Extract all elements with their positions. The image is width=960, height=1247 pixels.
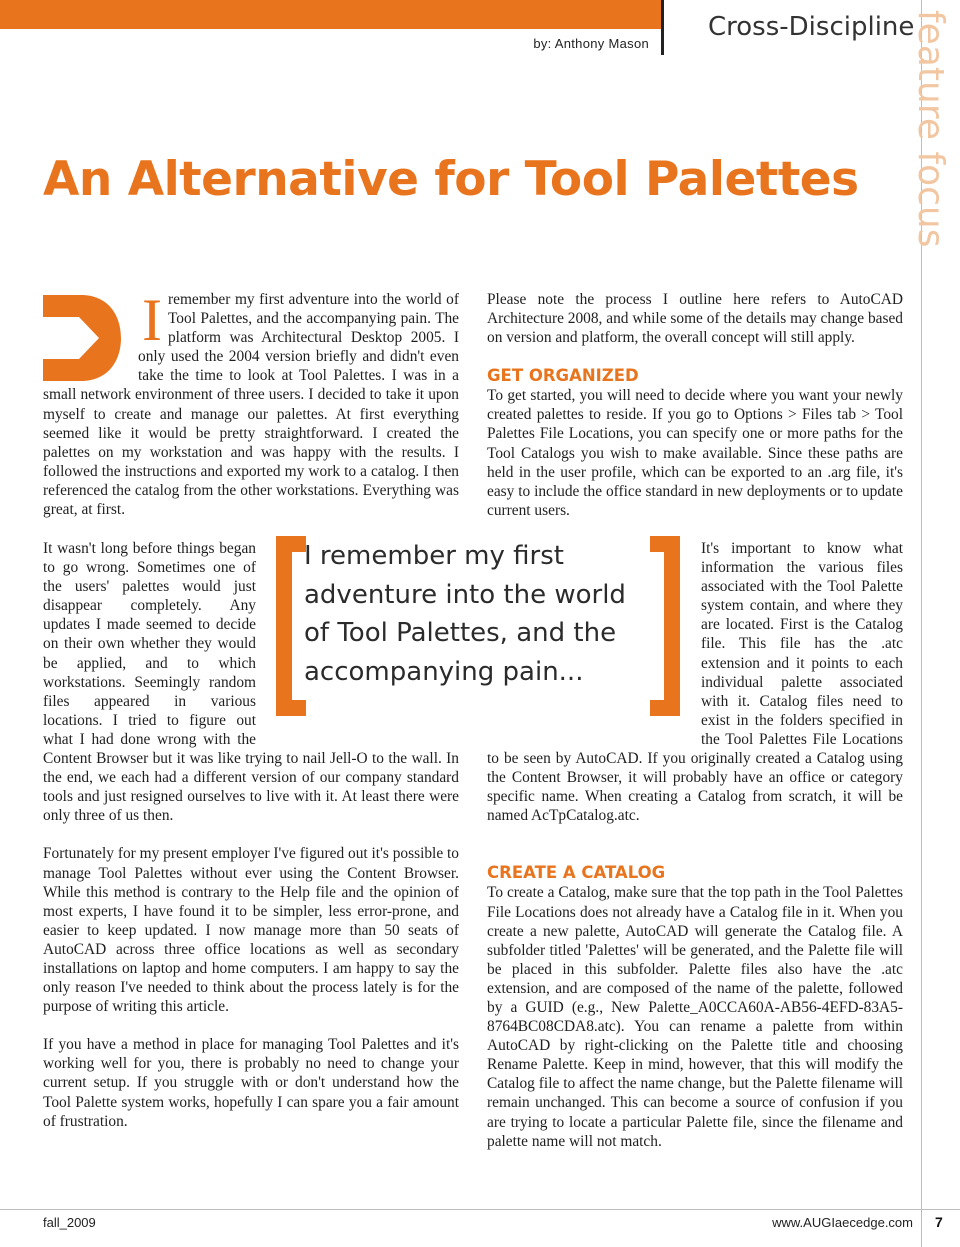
page-number: 7 — [935, 1214, 943, 1230]
section-title: Cross-Discipline — [708, 12, 915, 42]
byline-divider — [661, 0, 664, 55]
chevron-logo-icon — [43, 293, 138, 383]
frustration-paragraph: If you have a method in place for managing Tool Palettes and it's working well for you, there is probably no need to change your current setup. If you struggle with or don't understand how the Tool Palette system works, hopefully I can spare you a fair amount of frustration. — [43, 1036, 459, 1130]
byline: by: Anthony Mason — [533, 36, 649, 51]
problems-paragraph: It wasn't long before things began to go wrong. Sometimes one of the users' palettes would just disappear completely. Any updates I made seemed to decide on their own whether they would be applied, and to which workstations. Seemingly random files appeared in various locations. I tried to figure out what I had done wrong with the Content Browser but it was like trying to nail Jell-O to the wall. In the end, we each had a different version of our company standard tools and just resigned ourselves to live with it. At least there were only three of us then. — [43, 540, 459, 825]
right-bracket-icon — [648, 532, 684, 722]
heading-get-organized: GET ORGANIZED — [487, 366, 639, 386]
left-bracket-icon — [272, 532, 308, 722]
get-organized-paragraph: To get started, you will need to decide where you want your newly created palettes to reside. If you go to Options > Files tab > Tool Palettes File Locations, you can specify one or more paths for the Tool Catalogs you wish to make available. Since these paths are held in the user profile, which can be exported to an .arg file, it's easy to include the office standard in new deployments or to update current users. — [487, 387, 903, 519]
pull-quote-text: I remember my first adventure into the world of Tool Palettes, and the accompanying pain... — [304, 541, 626, 687]
files-paragraph: It's important to know what information the various files associated with the Tool Palette system contain, and where they are located. First is the Catalog file. This file has the .atc extension and it points to each individual palette associated with it. Catalog files need to exist in the folders specified in the Tool Palettes File Locations to be seen by AutoCAD. If you originally created a Catalog using the Content Browser, it will probably have an office or category specific name. When creating a Catalog from scratch, it will be named AcTpCatalog.atc. — [487, 540, 903, 825]
top-accent-bar — [0, 0, 661, 29]
heading-create-catalog: CREATE A CATALOG — [487, 863, 666, 883]
footer-rule — [0, 1209, 960, 1210]
issue-label: fall_2009 — [43, 1215, 96, 1230]
intro-paragraph: remember my first adventure into the world of Tool Palettes, and the accompanying pain. The platform was Architectural Desktop 2005. I only used the 2004 version briefly and didn't even take the time to look at Tool Palettes. I was in a small network environment of three users. I decided to take it upon myself to create and manage our palettes. At first everything seemed like it would be pretty straightforward. I created the palettes on my workstation and was happy with the results. I followed the instructions and exported my work to a catalog. I then referenced the catalog from the other workstations. Everything was great, at first. — [43, 291, 459, 519]
drop-cap-letter: I — [142, 287, 162, 353]
spacer — [487, 844, 903, 863]
create-catalog-paragraph: To create a Catalog, make sure that the top path in the Tool Palettes File Locations does not already have a Catalog file in it. When you create a new palette, AutoCAD will generate the Catalog file. A subfolder titled 'Palettes' will be generated, and the Palette file will be placed in this subfolder. Palette files also have the .atc extension, and are composed of the name of the palette, followed by a GUID (e.g., New Palette_A0CCA60A-AB56-4EFD-83A5-8764BC08CDA8.atc). You can rename a palette from within AutoCAD by right-clicking on the Palette title and choosing Rename Palette. Keep in mind, however, that this will modify the Catalog file to affect the name change, but the Palette filename will remain unchanged. This can become a source of confusion if you are trying to locate a particular Palette file, since the filename and palette name will not match. — [487, 884, 903, 1150]
article-column-intro — [43, 287, 459, 538]
website-link[interactable]: www.AUGIaecedge.com — [772, 1215, 913, 1230]
article-title: An Alternative for Tool Palettes — [43, 152, 859, 207]
employer-paragraph: Fortunately for my present employer I've figured out it's possible to manage Tool Palettes without ever using the Content Browser. While this method is contrary to the Help file and the opinion of most experts, I have found it to be simpler, less error-prone, and easier to keep updated. I now manage more than 50 seats of AutoCAD across three office locations as well as secondary installations on laptop and home computers. I am happy to say the only reason I've needed to think about the process lately is for the purpose of writing this article. — [43, 845, 459, 1016]
article-column-right-top — [487, 290, 903, 539]
feature-focus-tag: feature focus — [910, 10, 951, 248]
note-paragraph: Please note the process I outline here refers to AutoCAD Architecture 2008, and while some of the details may change based on version and platform, the overall concept will still apply. — [487, 291, 903, 347]
pull-quote — [272, 532, 684, 722]
